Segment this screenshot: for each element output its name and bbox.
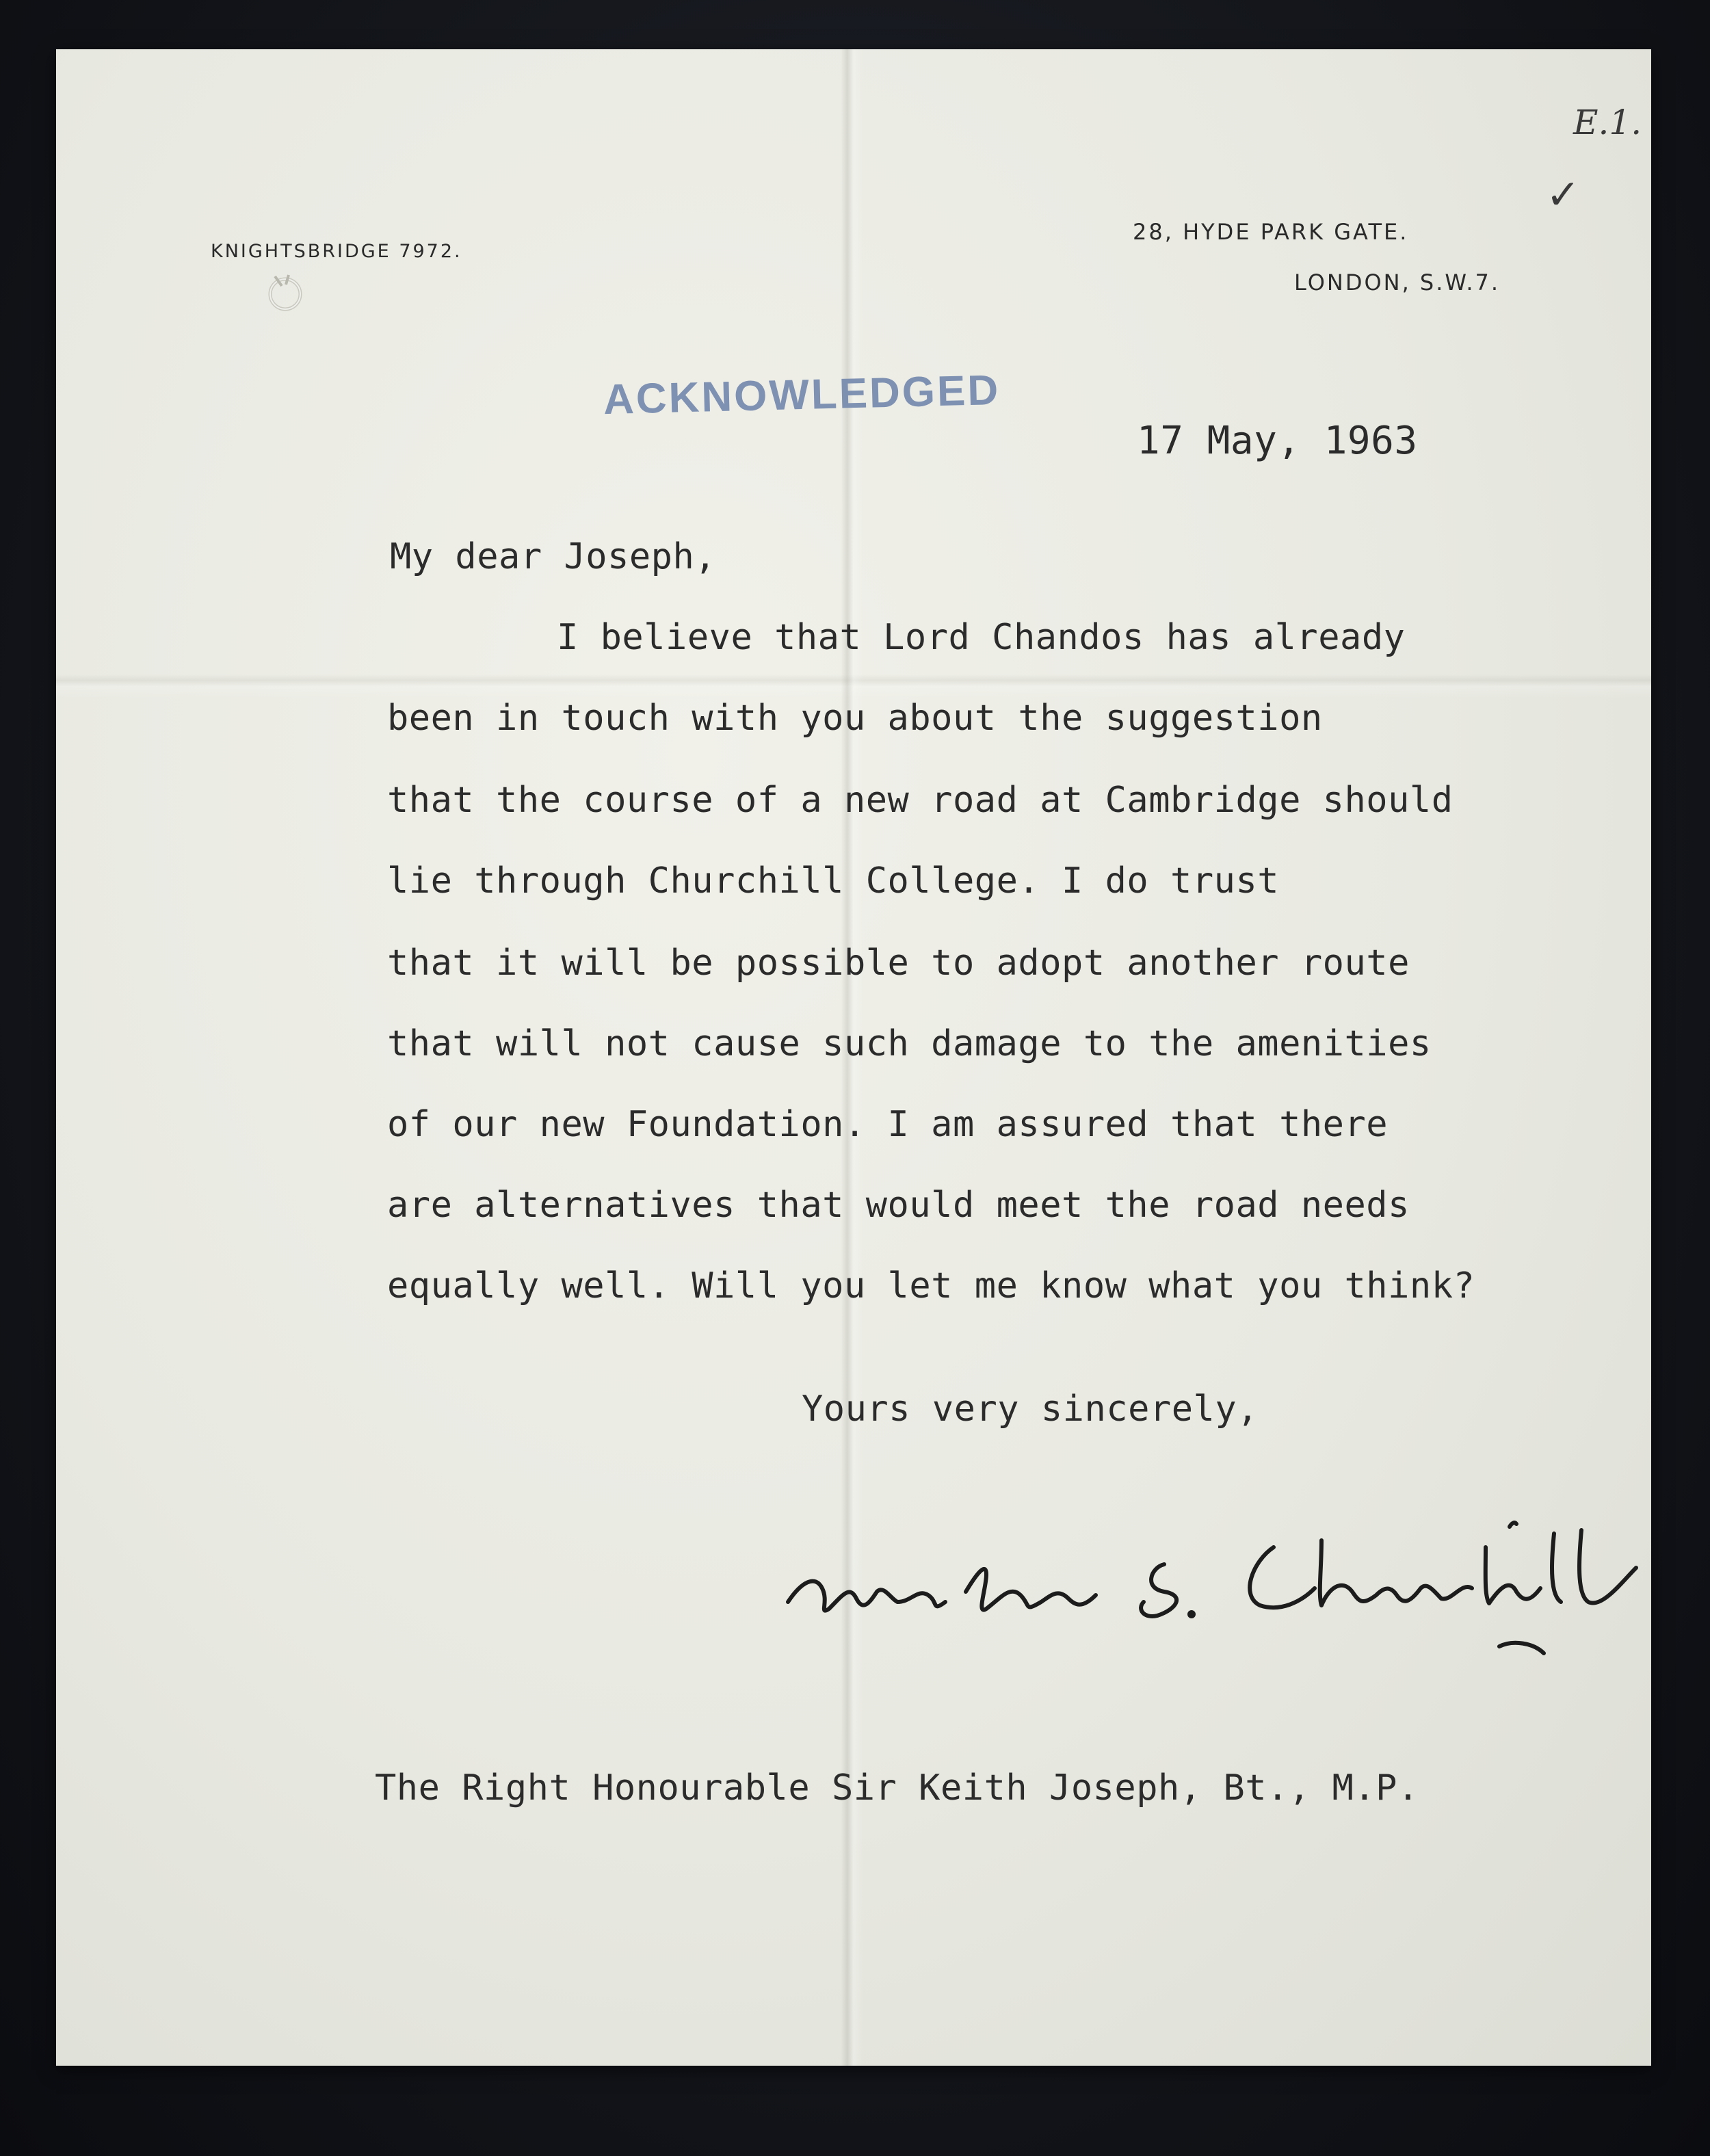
letterhead-phone: KNIGHTSBRIDGE 7972. — [211, 241, 462, 262]
letter-sheet — [56, 49, 1651, 2066]
body-line: been in touch with you about the suggestion — [387, 698, 1323, 739]
acknowledged-stamp: ACKNOWLEDGED — [603, 366, 1001, 424]
letter-closing: Yours very sincerely, — [802, 1389, 1259, 1430]
body-line: of our new Foundation. I am assured that there — [387, 1104, 1389, 1145]
letterhead-address-line1: 28, HYDE PARK GATE. — [1133, 219, 1409, 245]
body-line: I believe that Lord Chandos has already — [557, 617, 1406, 658]
body-line: equally well. Will you let me know what you think? — [387, 1265, 1475, 1306]
letterhead-address-line2: LONDON, S.W.7. — [1294, 270, 1501, 295]
handwritten-signature — [781, 1499, 1670, 1705]
body-line: that the course of a new road at Cambridge should — [387, 780, 1454, 821]
body-line: that will not cause such damage to the amenities — [387, 1023, 1432, 1064]
body-line: lie through Churchill College. I do trust — [387, 860, 1280, 902]
letter-salutation: My dear Joseph, — [390, 536, 717, 577]
body-line: are alternatives that would meet the road needs — [387, 1185, 1410, 1226]
corner-reference-note: E.1. — [1573, 103, 1642, 142]
body-line: that it will be possible to adopt another route — [387, 943, 1410, 984]
emboss-mark-icon — [261, 268, 309, 316]
letter-addressee: The Right Honourable Sir Keith Joseph, Bt., M.P. — [375, 1767, 1419, 1809]
check-mark-note: ✓ — [1546, 171, 1581, 219]
letter-date: 17 May, 1963 — [1137, 419, 1418, 463]
